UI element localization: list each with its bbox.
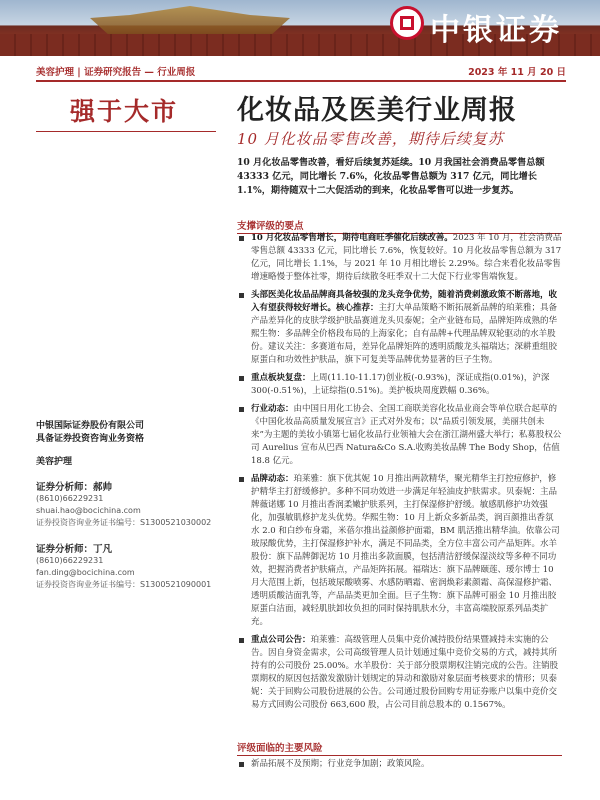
report-date: 2023 年 11 月 20 日 — [468, 67, 566, 78]
bullet-text: 2023 年 10 月，社会消费品零售总额 43333 亿元，同比增长 7.6%，恢复较好。10 月化妆品零售总额为 317 亿元，同比增长 1.1%，与 2021 年 10 月相比增长 2.29%。综合来看化妆品零售增速略慢于整体社零，期待后续散冬旺季双十二大促下行业零售端恢复。 — [251, 233, 562, 282]
bullet-lead: 品牌动态： — [251, 474, 294, 484]
analyst-1-email[interactable]: shuai.hao@bocichina.com — [36, 506, 141, 515]
analyst-2-email[interactable]: fan.ding@bocichina.com — [36, 568, 135, 577]
bullet-text: 上周(11.10-11.17)创业板(-0.93%)，深证成指(0.01%)，沪深 300(-0.51%)，上证综指(0.51%)。美护板块周度跌幅 0.36%。 — [251, 373, 550, 396]
bullet-text: 主打大单品策略不断拓展新品牌的珀莱雅；具备产品差异化的皮肤学级护肤品赛道龙头贝泰妮；全产业链布局，品牌矩阵成熟的华熙生物：多品牌全价格段布局的上海家化；自有品牌+代理品牌双轮驱动的水羊股份。建议关注：多赛道布局，差异化品牌矩阵的透明质酸龙头福瑞达；深耕重组胶原蛋白和功效性护肤品，旗下可复美等品牌优势显著的巨子生物。 — [251, 303, 558, 365]
list-item — [237, 232, 562, 284]
section-heading-rating-support: 支撑评级的要点 — [237, 218, 562, 234]
bullet-lead: 重点公司公告： — [251, 635, 311, 645]
sector-label: 美容护理 — [36, 457, 73, 467]
key-points-list — [237, 232, 562, 717]
analyst-2-phone: (8610)66229231 — [36, 556, 104, 565]
bullet-lead: 10 月化妆品零售增长，期待电商旺季催化后续改善。 — [251, 233, 453, 243]
analyst-2-name: 证券分析师：丁凡 — [36, 544, 113, 555]
risk-text: 新品拓展不及预期；行业竞争加剧；政策风险。 — [251, 759, 430, 769]
palace-roof-image — [90, 6, 290, 36]
sidebar-analyst-info — [36, 420, 216, 591]
list-item — [237, 634, 562, 712]
brand-logo-text: 中银证券 — [430, 13, 562, 48]
list-item — [237, 758, 562, 771]
analyst-1-cert: 证券投资咨询业务证书编号：S1300521030002 — [36, 518, 212, 527]
firm-qualification: 具备证券投资咨询业务资格 — [36, 434, 145, 444]
risk-list — [237, 758, 562, 776]
analyst-1-name: 证券分析师：郝帅 — [36, 482, 113, 493]
bullet-lead: 重点板块复盘： — [251, 373, 311, 383]
header-banner — [0, 0, 600, 56]
report-meta-bar — [36, 62, 566, 82]
report-title: 化妆品及医美行业周报 — [237, 95, 517, 126]
analyst-1-phone: (8610)66229231 — [36, 494, 104, 503]
bullet-text: 珀莱雅：旗下优其妮 10 月推出两款精华，聚光精华主打控痘修护，修护精华主打舒缓修护。多种不同功效进一步满足年轻油皮护肤需求。贝泰妮：主品牌薇诺娜 10 月推出香润柔嫩护肤系列，主打保湿修护舒缓。敏感肌修护功效强化，加强敏肌修护龙头优势。华熙生物：10 月上新众多新品类，润百颜推出香氛水 2.0 和白纱布身霜，米蓓尔推出益颜修护面霜，BM 肌活推出精华油。依靠公司玻尿酸优势，主打保湿修护补水，满足不同品类，全方位丰富公司产品矩阵。水羊股份：旗下品牌御泥坊 10 月推出多款面膜，包括清洁舒缓保湿淡纹等多种不同功效，把握消费者护肤痛点，产品矩阵拓展。福瑞达：旗下品牌颐莲、瑷尔博士 10 月大范围上新，包括玻尿酸喷雾、水感防晒霜、密润焕彩素颜霜、高保湿修护霜、透明质酸洁面乳等，产品品类更加全面。巨子生物：旗下品牌可丽金 10 月推出胶原蛋白洁面，减轻肌肤卸妆负担的同时保持肌肤水分，丰富高端胶原系列品类扩充。 — [251, 474, 560, 627]
list-item — [237, 473, 562, 629]
bullet-lead: 行业动态： — [251, 404, 294, 414]
firm-name: 中银国际证券股份有限公司 — [36, 421, 145, 431]
bullet-text: 珀莱雅：高级管理人员集中竞价减持股份结果暨减持未实施的公告。因自身资金需求，公司高级管理人员计划通过集中竞价交易的方式，减持其所持有的公司股份 25.00%。水羊股份：关于部分股票期权注销完成的公告。注销股票期权的原因包括激发激励计划规定的异动和激励对象层面考核要求的情形；贝泰妮：关于回购公司股份进展的公告。公司通过股份回购专用证券账户以集中竞价交易方式回购公司股份 663,600 股，占公司目前总股本的 0.1567%。 — [251, 635, 559, 710]
list-item — [237, 403, 562, 468]
list-item — [237, 372, 562, 398]
boc-logo-icon — [390, 6, 424, 40]
list-item — [237, 289, 562, 367]
report-category: 美容护理 | 证券研究报告 — 行业周报 — [36, 67, 196, 78]
bullet-lead: 头部医美化妆品品牌商具备较强的龙头竞争优势，随着消费刺激政策不断落地，收入有望获得较好增长。核心推荐： — [251, 290, 558, 313]
bullet-text: 由中国日用化工协会、全国工商联美容化妆品业商会等单位联合起草的《中国化妆品高质量发展宣言》正式对外发布；以“品质引领发展，美丽共创未来”为主题的美妆小镇第七届化妆品行业领袖大会在浙江湖州盛大举行；私募股权公司 Aurelius 宣布从巴西 Natura&Co S.A.收购美妆品牌 The Body Shop，估值 18.8 亿元。 — [251, 404, 562, 466]
rating-label: 强于大市 — [36, 88, 216, 132]
summary-paragraph: 10 月化妆品零售改善，看好后续复苏延续。10 月我国社会消费品零售总额 43333 亿元，同比增长 7.6%，化妆品零售总额为 317 亿元，同比增长 1.1%，期待随双十二大促活动的到来，化妆品零售可以进一步复苏。 — [237, 157, 545, 196]
section-heading-risks: 评级面临的主要风险 — [237, 740, 562, 756]
report-subtitle: 10 月化妆品零售改善，期待后续复苏 — [237, 130, 504, 148]
analyst-2-cert: 证券投资咨询业务证书编号：S1300521090001 — [36, 580, 212, 589]
